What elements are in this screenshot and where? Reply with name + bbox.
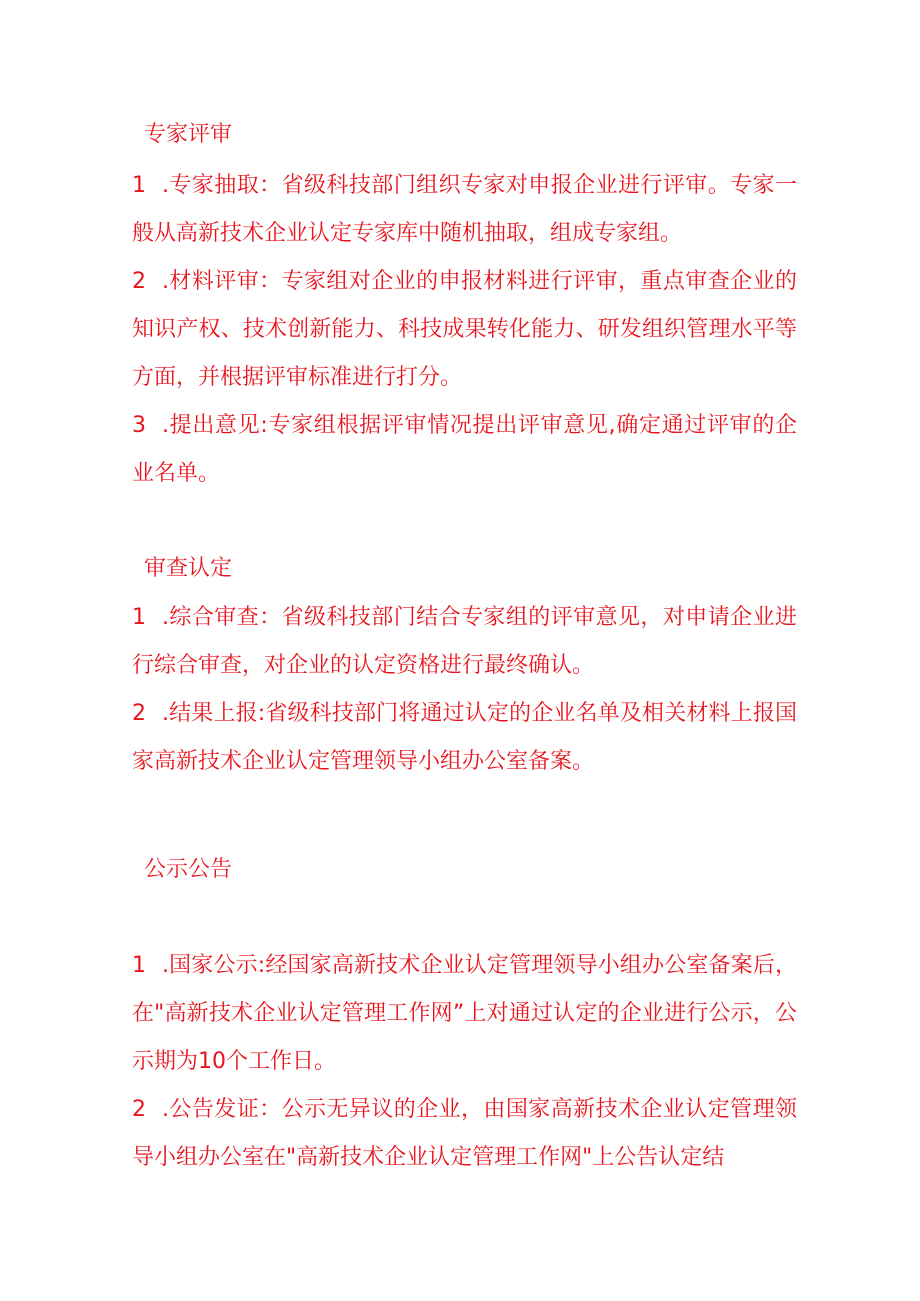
section-heading-review-approval: 审查认定 [144,556,233,581]
item-text: .国家公示:经国家高新技术企业认定管理领导小组办公室备案后，在"高新技术企业认定管理工作网”上对通过认定的企业进行公示，公示期为10个工作日。 [132,953,797,1074]
item-text: .综合审查：省级科技部门结合专家组的评审意见，对申请企业进行综合审查，对企业的认定资格进行最终确认。 [132,605,797,678]
item-number: 1 [132,173,146,198]
list-item [132,594,797,690]
item-text: .结果上报:省级科技部门将通过认定的企业名单及相关材料上报国家高新技术企业认定管理领导小组办公室备案。 [132,701,797,774]
item-number: 3 [132,413,146,438]
list-item [132,162,797,258]
item-text: .专家抽取：省级科技部门组织专家对申报企业进行评审。专家一般从高新技术企业认定专家库中随机抽取，组成专家组。 [132,173,797,246]
list-item [132,402,797,498]
item-text: .提出意见:专家组根据评审情况提出评审意见,确定通过评审的企业名单。 [132,413,797,486]
item-number: 1 [132,605,146,630]
item-number: 1 [132,953,146,978]
list-item [132,942,797,1086]
item-number: 2 [132,701,146,726]
item-text: .公告发证：公示无异议的企业，由国家高新技术企业认定管理领导小组办公室在"高新技术企业认定管理工作网"上公告认定结 [132,1097,797,1170]
item-number: 2 [132,1097,146,1122]
section-heading-public-notice: 公示公告 [144,857,233,882]
list-item [132,690,797,786]
list-item [132,1086,797,1182]
item-number: 2 [132,269,146,294]
item-text: .材料评审：专家组对企业的申报材料进行评审，重点审查企业的知识产权、技术创新能力、科技成果转化能力、研发组织管理水平等方面，并根据评审标准进行打分。 [132,269,797,390]
section-heading-expert-review: 专家评审 [144,122,233,147]
list-item [132,258,797,402]
